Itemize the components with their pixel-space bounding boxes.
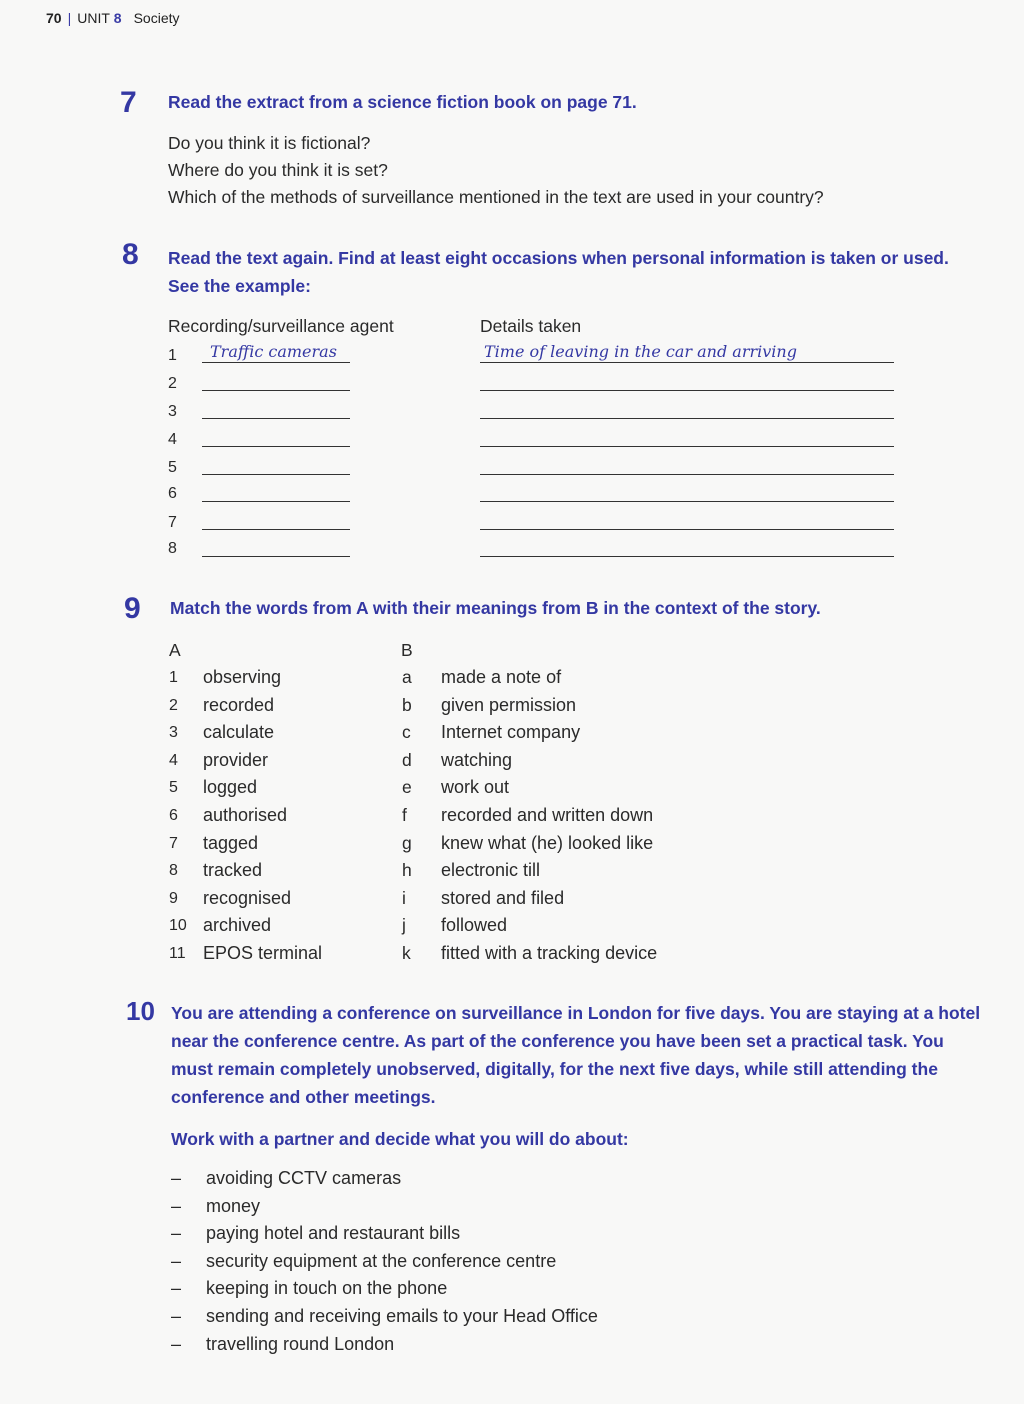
- match-a-word: archived: [203, 915, 272, 935]
- match-b-meaning: knew what (he) looked like: [441, 833, 654, 853]
- details-column-header: Details taken: [480, 316, 582, 336]
- match-a-word: observing: [203, 667, 282, 687]
- exercise-10-instruction-line: conference and other meetings.: [171, 1087, 436, 1107]
- exercise-7-question: Where do you think it is set?: [168, 160, 388, 180]
- match-b-letter: k: [402, 943, 411, 963]
- match-a-word: tracked: [203, 860, 263, 880]
- details-answer-line[interactable]: [480, 479, 894, 502]
- row-number: 3: [168, 403, 177, 420]
- match-a-number: 11: [169, 945, 186, 962]
- match-b-meaning: made a note of: [441, 667, 562, 687]
- list-item: sending and receiving emails to your Head Office: [206, 1306, 598, 1326]
- details-answer-line[interactable]: [480, 424, 894, 447]
- agent-answer-text: Traffic cameras: [210, 342, 337, 361]
- details-answer-line[interactable]: [480, 534, 894, 557]
- details-answer-text: Time of leaving in the car and arriving: [484, 342, 797, 361]
- list-dash: –: [171, 1196, 182, 1216]
- column-a-header: A: [169, 640, 181, 660]
- list-item: security equipment at the conference centre: [206, 1251, 557, 1271]
- agent-answer-line[interactable]: [202, 534, 350, 557]
- match-a-number: 5: [169, 779, 178, 796]
- exercise-8-instruction: Read the text again. Find at least eight occasions when personal information is taken or used.: [168, 248, 949, 268]
- row-number: 4: [168, 431, 177, 448]
- match-b-letter: f: [402, 805, 407, 825]
- match-b-letter: c: [402, 722, 411, 742]
- row-number: 7: [168, 514, 177, 531]
- list-dash: –: [171, 1168, 182, 1188]
- list-item: money: [206, 1196, 261, 1216]
- page-number: 70: [46, 10, 62, 26]
- match-b-letter: g: [402, 833, 412, 853]
- match-b-meaning: watching: [441, 750, 513, 770]
- match-b-meaning: stored and filed: [441, 888, 565, 908]
- match-b-meaning: electronic till: [441, 860, 541, 880]
- unit-label: UNIT: [77, 10, 110, 26]
- exercise-8-number: 8: [122, 238, 139, 271]
- list-dash: –: [171, 1334, 182, 1354]
- exercise-10-instruction-line: must remain completely unobserved, digitally, for the next five days, while still attending the: [171, 1059, 938, 1079]
- agent-column-header: Recording/surveillance agent: [168, 316, 394, 336]
- list-item: avoiding CCTV cameras: [206, 1168, 402, 1188]
- exercise-10-sub-instruction: Work with a partner and decide what you will do about:: [171, 1129, 629, 1149]
- details-answer-line[interactable]: [480, 507, 894, 530]
- match-b-letter: h: [402, 860, 412, 880]
- list-dash: –: [171, 1278, 182, 1298]
- list-item: keeping in touch on the phone: [206, 1278, 448, 1298]
- page-header: [46, 10, 180, 26]
- match-a-number: 2: [169, 697, 178, 714]
- match-b-meaning: work out: [441, 777, 510, 797]
- match-b-letter: b: [402, 695, 412, 715]
- match-b-letter: i: [402, 888, 406, 908]
- row-number: 8: [168, 540, 177, 557]
- match-b-meaning: followed: [441, 915, 508, 935]
- match-a-number: 4: [169, 752, 178, 769]
- match-a-number: 1: [169, 669, 178, 686]
- details-answer-line[interactable]: [480, 396, 894, 419]
- agent-answer-line[interactable]: [202, 340, 350, 363]
- exercise-7-question: Do you think it is fictional?: [168, 133, 371, 153]
- row-number: 5: [168, 459, 177, 476]
- exercise-10-instruction-line: near the conference centre. As part of the conference you have been set a practical task. You: [171, 1031, 944, 1051]
- match-a-word: recognised: [203, 888, 292, 908]
- agent-answer-line[interactable]: [202, 507, 350, 530]
- exercise-7-instruction: Read the extract from a science fiction book on page 71.: [168, 92, 637, 112]
- details-answer-line[interactable]: [480, 452, 894, 475]
- details-answer-line[interactable]: [480, 340, 894, 363]
- match-a-word: EPOS terminal: [203, 943, 323, 963]
- exercise-9-instruction: Match the words from A with their meanings from B in the context of the story.: [170, 598, 821, 618]
- match-b-letter: e: [402, 777, 412, 797]
- match-b-meaning: Internet company: [441, 722, 581, 742]
- match-a-number: 8: [169, 862, 178, 879]
- agent-answer-line[interactable]: [202, 396, 350, 419]
- exercise-7-number: 7: [120, 86, 137, 119]
- match-a-word: authorised: [203, 805, 288, 825]
- row-number: 1: [168, 347, 177, 364]
- match-a-word: recorded: [203, 695, 275, 715]
- match-b-letter: a: [402, 667, 412, 687]
- match-b-letter: d: [402, 750, 412, 770]
- header-divider: |: [67, 10, 72, 26]
- match-a-word: provider: [203, 750, 269, 770]
- row-number: 2: [168, 375, 177, 392]
- details-answer-line[interactable]: [480, 368, 894, 391]
- exercise-10-instruction-line: You are attending a conference on surveillance in London for five days. You are staying at a hotel: [171, 1003, 981, 1023]
- match-a-number: 6: [169, 807, 178, 824]
- list-item: paying hotel and restaurant bills: [206, 1223, 461, 1243]
- exercise-7-question: Which of the methods of surveillance mentioned in the text are used in your country?: [168, 187, 824, 207]
- list-dash: –: [171, 1306, 182, 1326]
- match-a-word: logged: [203, 777, 258, 797]
- exercise-10-number: 10: [126, 996, 155, 1026]
- row-number: 6: [168, 485, 177, 502]
- match-a-word: calculate: [203, 722, 275, 742]
- list-item: travelling round London: [206, 1334, 395, 1354]
- match-b-meaning: recorded and written down: [441, 805, 654, 825]
- match-a-number: 7: [169, 835, 178, 852]
- agent-answer-line[interactable]: [202, 368, 350, 391]
- exercise-9-number: 9: [124, 592, 141, 625]
- match-b-meaning: fitted with a tracking device: [441, 943, 658, 963]
- agent-answer-line[interactable]: [202, 424, 350, 447]
- agent-answer-line[interactable]: [202, 452, 350, 475]
- agent-answer-line[interactable]: [202, 479, 350, 502]
- match-a-number: 3: [169, 724, 178, 741]
- match-b-letter: j: [402, 915, 406, 935]
- list-dash: –: [171, 1251, 182, 1271]
- column-b-header: B: [401, 640, 413, 660]
- exercise-8-instruction-example: See the example:: [168, 276, 311, 296]
- unit-number: 8: [113, 10, 122, 26]
- match-a-number: 10: [169, 917, 187, 934]
- match-b-meaning: given permission: [441, 695, 577, 715]
- match-a-word: tagged: [203, 833, 259, 853]
- section-title: Society: [133, 10, 180, 26]
- list-dash: –: [171, 1223, 182, 1243]
- match-a-number: 9: [169, 890, 178, 907]
